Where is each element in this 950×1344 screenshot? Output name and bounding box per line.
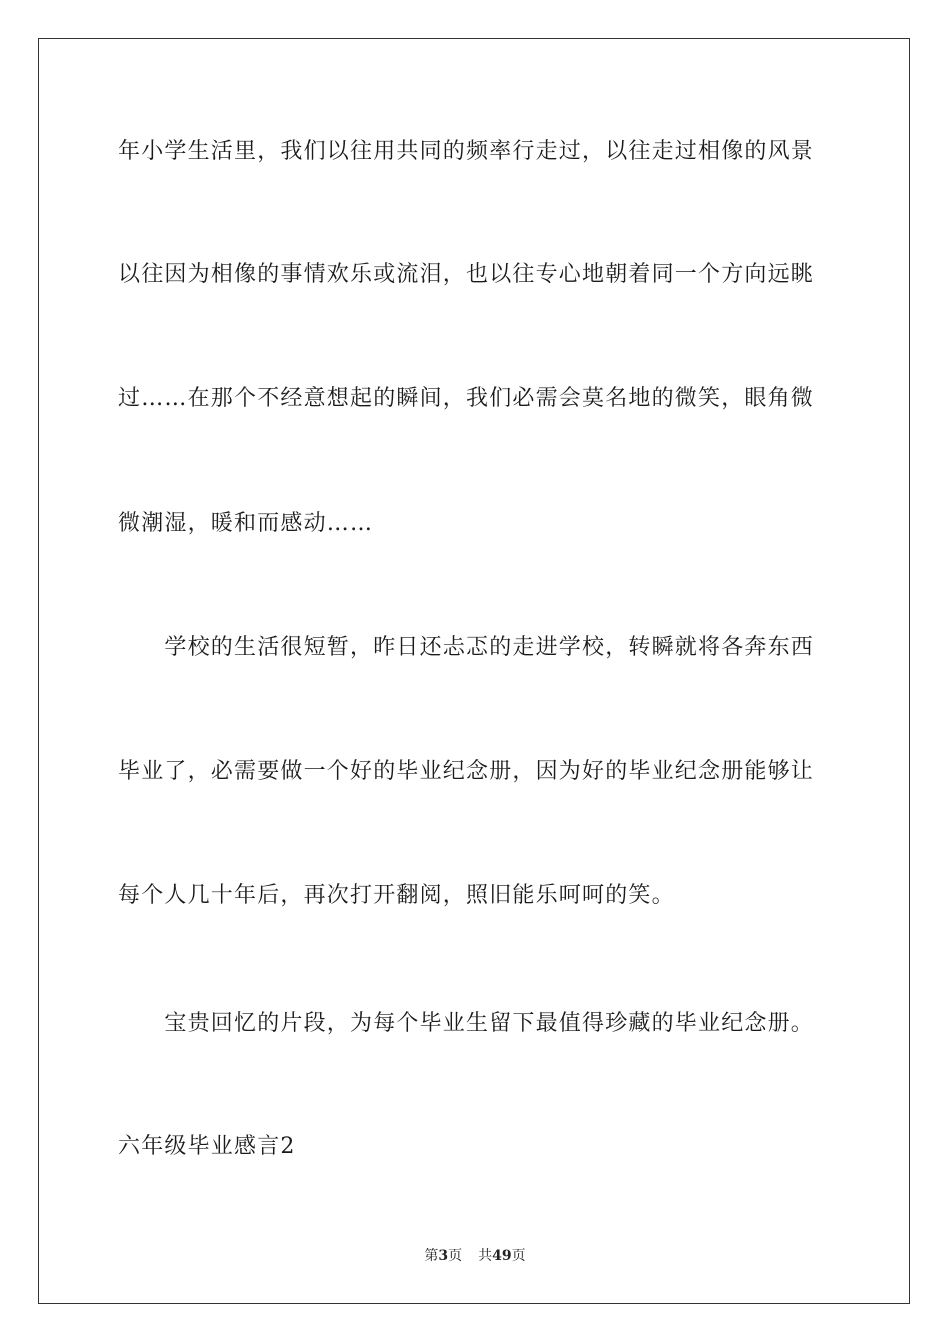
body-text-line-7: 每个人几十年后，再次打开翻阅，照旧能乐呵呵的笑。: [118, 883, 675, 908]
page-number: 3: [438, 1248, 449, 1264]
body-text-line-6: 毕业了，必需要做一个好的毕业纪念册，因为好的毕业纪念册能够让: [118, 759, 815, 784]
body-text-line-1: 年小学生活里，我们以往用共同的频率行走过，以往走过相像的风景: [118, 139, 815, 164]
total-prefix: 共: [478, 1248, 493, 1264]
page-prefix: 第: [424, 1248, 439, 1264]
page-suffix: 页: [448, 1248, 463, 1264]
page-footer: [0, 1247, 950, 1265]
body-text-line-4: 微潮湿，暖和而感动……: [118, 511, 374, 536]
body-text-line-2: 以往因为相像的事情欢乐或流泪，也以往专心地朝着同一个方向远眺: [118, 262, 815, 287]
page-border: [38, 38, 910, 1304]
total-suffix: 页: [511, 1248, 526, 1264]
total-pages: 49: [492, 1248, 512, 1264]
body-text-line-8: 宝贵回忆的片段，为每个毕业生留下最值得珍藏的毕业纪念册。: [118, 1011, 815, 1036]
section-heading: 六年级毕业感言2: [118, 1134, 296, 1159]
body-text-line-3: 过……在那个不经意想起的瞬间，我们必需会莫名地的微笑，眼角微: [118, 386, 815, 411]
body-text-line-5: 学校的生活很短暂，昨日还忐忑的走进学校，转瞬就将各奔东西: [118, 635, 815, 660]
